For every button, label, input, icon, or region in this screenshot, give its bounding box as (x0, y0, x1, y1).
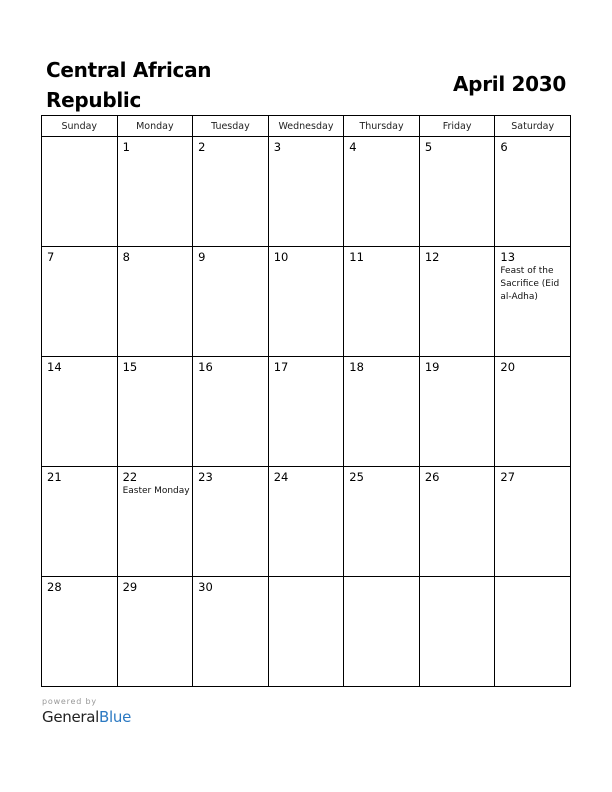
holiday-label (193, 484, 268, 485)
day-cell (268, 357, 344, 467)
day-cell (42, 467, 118, 577)
week-row (42, 467, 571, 577)
day-cell (42, 137, 118, 247)
day-cell (193, 357, 269, 467)
day-number: 3 (273, 140, 282, 154)
day-cell (419, 247, 495, 357)
holiday-label (193, 374, 268, 375)
day-number: 8 (122, 250, 130, 264)
day-cell (495, 357, 571, 467)
day-cell (193, 137, 269, 247)
day-number: 28 (47, 580, 62, 594)
weekday-tuesday: Tuesday (193, 116, 269, 137)
day-number: 26 (424, 470, 440, 484)
day-number: 16 (198, 360, 213, 374)
holiday-label (269, 374, 344, 375)
holiday-label (495, 581, 570, 582)
day-number: 4 (349, 140, 357, 154)
day-number: 11 (349, 250, 364, 264)
day-cell (344, 577, 420, 687)
day-cell (495, 467, 571, 577)
day-number: 22 (122, 470, 138, 484)
day-cell (42, 577, 118, 687)
week-row (42, 577, 571, 687)
day-number: 13 (500, 250, 516, 264)
week-row (42, 137, 571, 247)
day-cell (268, 247, 344, 357)
holiday-label (118, 374, 193, 375)
day-cell (117, 467, 193, 577)
generalblue-logo[interactable] (42, 707, 131, 727)
day-cell (42, 247, 118, 357)
day-cell (268, 137, 344, 247)
day-cell (419, 577, 495, 687)
holiday-label (193, 264, 268, 265)
day-cell (344, 357, 420, 467)
day-number: 10 (273, 250, 289, 264)
holiday-label (344, 374, 419, 375)
week-row (42, 357, 571, 467)
weekday-saturday: Saturday (495, 116, 571, 137)
holiday-label (344, 154, 419, 155)
day-cell (193, 577, 269, 687)
day-number: 1 (122, 140, 130, 154)
weekday-sunday: Sunday (42, 116, 118, 137)
day-cell (495, 137, 571, 247)
day-number: 30 (198, 580, 213, 594)
day-cell (117, 357, 193, 467)
holiday-label (495, 484, 570, 485)
day-cell (344, 247, 420, 357)
holiday-label: Easter Monday (122, 486, 190, 496)
weekday-header-row (42, 116, 571, 137)
holiday-label (344, 581, 419, 582)
day-cell (117, 137, 193, 247)
day-number: 9 (198, 250, 206, 264)
day-number: 14 (47, 360, 62, 374)
weekday-monday: Monday (117, 116, 193, 137)
holiday-label (420, 154, 495, 155)
logo-text-blue: Blue (99, 708, 132, 726)
holiday-label (344, 264, 419, 265)
day-number: 6 (500, 140, 508, 154)
holiday-label (420, 581, 495, 582)
day-number: 5 (424, 140, 433, 154)
powered-by-label: powered by (42, 697, 97, 706)
holiday-label (42, 264, 117, 265)
day-cell (193, 247, 269, 357)
day-number: 2 (198, 140, 206, 154)
day-number: 17 (273, 360, 289, 374)
day-cell (117, 577, 193, 687)
month-year-title: April 2030 (453, 72, 566, 96)
holiday-label (42, 374, 117, 375)
holiday-label (420, 264, 495, 265)
day-cell (268, 467, 344, 577)
calendar-grid (41, 115, 571, 687)
holiday-label: Feast of the Sacrifice (Eid al-Adha) (500, 266, 560, 302)
day-cell (495, 247, 571, 357)
country-title: Central African Republic (46, 58, 212, 112)
holiday-label (269, 484, 344, 485)
day-number: 24 (273, 470, 289, 484)
holiday-label (193, 594, 268, 595)
holiday-label (420, 374, 495, 375)
day-number: 20 (500, 360, 516, 374)
weekday-wednesday: Wednesday (268, 116, 344, 137)
day-cell (117, 247, 193, 357)
holiday-label (269, 581, 344, 582)
holiday-label (42, 484, 117, 485)
day-number: 25 (349, 470, 364, 484)
day-cell (419, 137, 495, 247)
day-number: 7 (47, 250, 55, 264)
holiday-label (344, 484, 419, 485)
holiday-label (42, 141, 117, 142)
day-cell (42, 357, 118, 467)
holiday-label (495, 154, 570, 155)
day-number: 21 (47, 470, 62, 484)
holiday-label (495, 374, 570, 375)
holiday-label (420, 484, 495, 485)
day-cell (268, 577, 344, 687)
day-number: 12 (424, 250, 440, 264)
day-number: 19 (424, 360, 440, 374)
day-cell (344, 467, 420, 577)
day-number: 15 (122, 360, 138, 374)
day-cell (495, 577, 571, 687)
day-cell (419, 357, 495, 467)
holiday-label (118, 154, 193, 155)
footer-branding (42, 697, 131, 727)
logo-text-general: General (42, 708, 100, 726)
day-number: 27 (500, 470, 516, 484)
weekday-friday: Friday (419, 116, 495, 137)
day-cell (193, 467, 269, 577)
day-number: 18 (349, 360, 364, 374)
holiday-label (269, 154, 344, 155)
day-cell (419, 467, 495, 577)
day-number: 23 (198, 470, 213, 484)
holiday-label (42, 594, 117, 595)
week-row (42, 247, 571, 357)
weekday-thursday: Thursday (344, 116, 420, 137)
holiday-label (118, 594, 193, 595)
holiday-label (193, 154, 268, 155)
day-cell (344, 137, 420, 247)
day-number: 29 (122, 580, 138, 594)
holiday-label (118, 264, 193, 265)
holiday-label (269, 264, 344, 265)
